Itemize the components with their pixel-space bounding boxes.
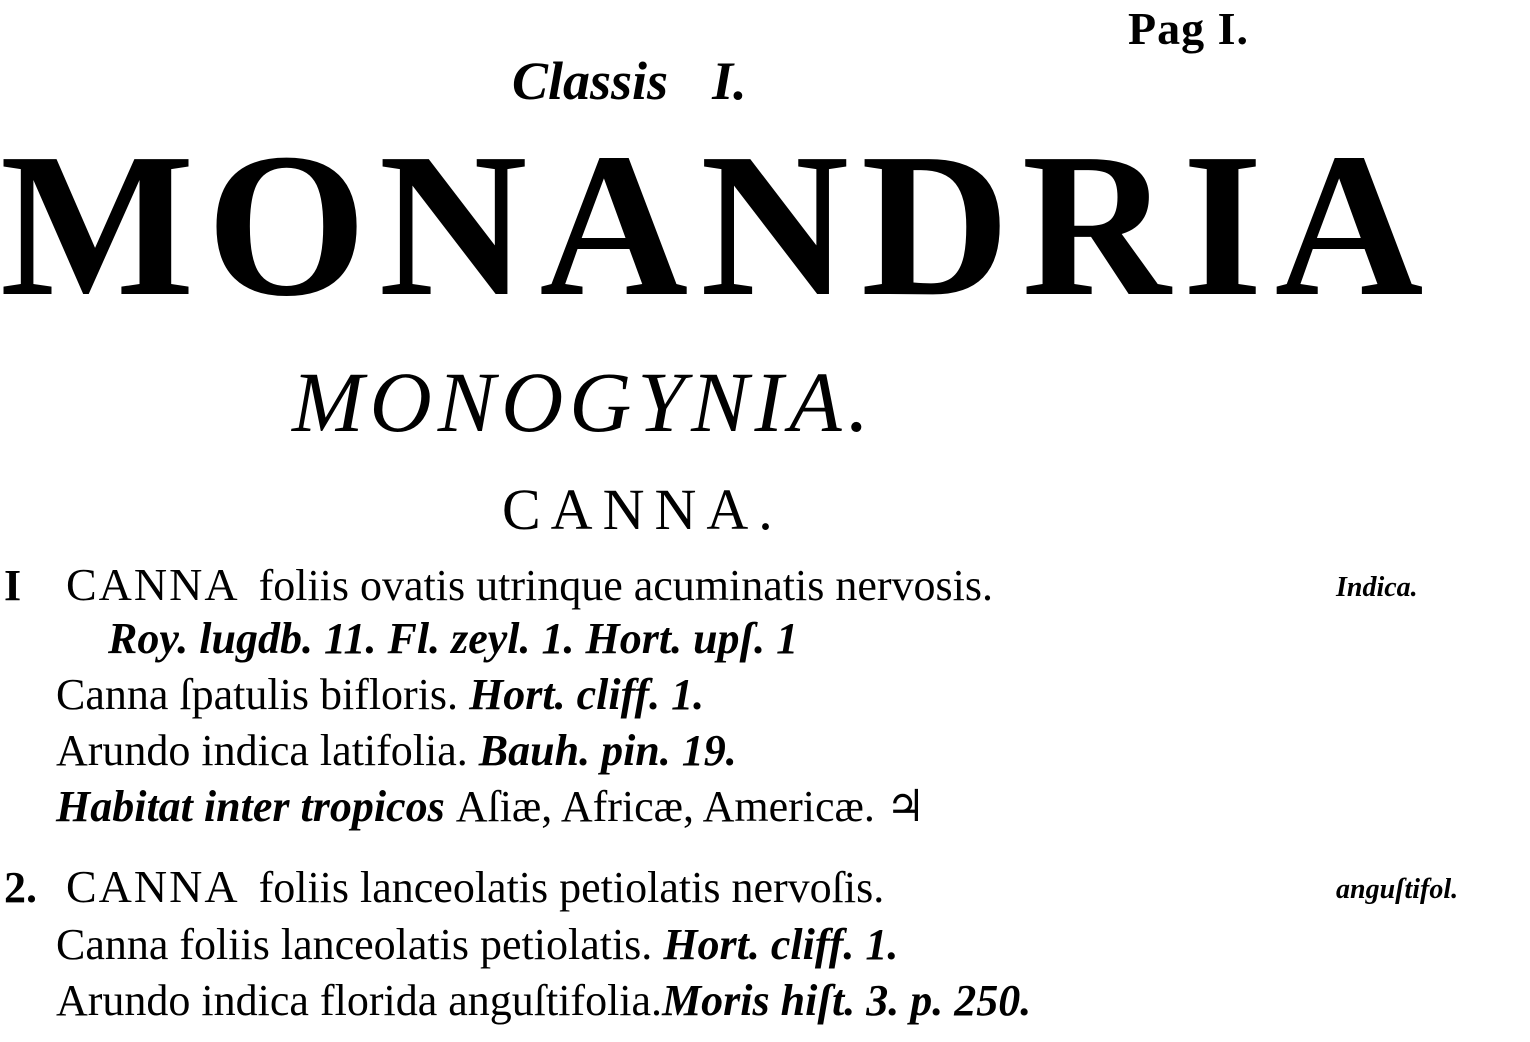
synonym-text: Canna ſpatulis bifloris. [56,670,470,719]
species-synonym-line [56,726,737,776]
species-entry-1-heading [4,560,993,611]
habitat-label: Habitat inter tropicos [56,782,456,831]
synonym-citation: Hort. cliff. 1. [663,920,899,969]
species-genus: CANNA [66,861,240,912]
synonym-citation: Hort. cliff. 1. [469,670,705,719]
order-title: MONOGYNIA. [292,354,876,450]
species-entry-2-heading [4,862,884,913]
genus-title: CANNA. [502,477,783,542]
species-diagnosis: foliis lanceolatis petiolatis nervoſis. [258,863,885,912]
species-diagnosis: foliis ovatis utrinque acuminatis nervosis. [258,561,994,610]
page-number: Pag I. [1128,3,1249,54]
habitat-text: Aſiæ, Africæ, Americæ. ♃ [455,782,926,831]
synonym-text: Canna foliis lanceolatis petiolatis. [56,920,664,969]
species-trivial-name: Indica. [1336,572,1418,603]
species-genus: CANNA [66,559,240,610]
species-number: I [4,561,22,610]
species-trivial-name: anguſtifol. [1336,874,1459,905]
reference-text: Roy. lugdb. 11. Fl. zeyl. 1. Hort. upſ. 1 [108,614,799,663]
species-reference-line [108,614,798,664]
class-label-text: Classis [512,51,669,111]
synonym-citation: Bauh. pin. 19. [478,726,737,775]
species-synonym-line [56,976,1031,1026]
species-number: 2. [4,863,37,912]
class-label [512,50,747,112]
species-synonym-line [56,920,898,970]
synonym-text: Arundo indica latifolia. [56,726,479,775]
synonym-text: Arundo indica florida anguſtifolia. [56,976,663,1025]
synonym-citation: Moris hiſt. 3. p. 250. [662,976,1032,1025]
class-number: I. [712,51,747,111]
class-title: MONANDRIA [0,110,1436,339]
species-habitat-line [56,782,925,832]
species-synonym-line [56,670,704,720]
